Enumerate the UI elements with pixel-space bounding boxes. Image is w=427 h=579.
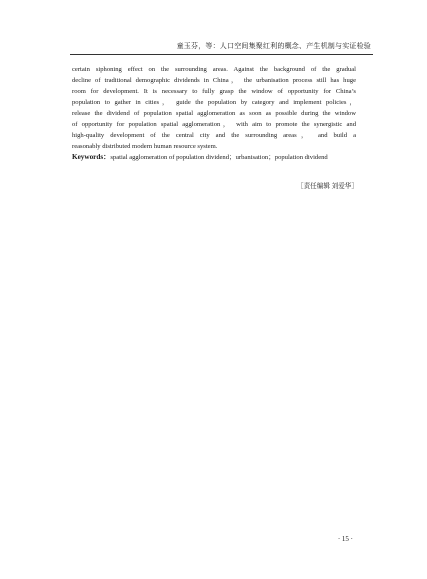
abstract-line: population to gather in cities， guide the population by category and implement policies，: [72, 99, 356, 106]
keywords-label: Keywords：: [72, 153, 111, 161]
abstract-line: decline of traditional demographic dividends in China， the urbanisation process still has huge: [72, 77, 356, 84]
header-divider: [70, 54, 373, 55]
abstract-line: high-quality development of the central city and the surrounding areas， and build a: [72, 132, 356, 139]
abstract-body: [72, 64, 356, 163]
keywords-text: spatial agglomeration of population dividend；urbanisation；population dividend: [110, 154, 328, 161]
abstract-line: room for development. It is necessary to fully grasp the window of opportunity for China’s: [72, 88, 356, 95]
running-header-title: 童玉芬，等：人口空间集聚红利的概念、产生机制与实证检验: [176, 42, 371, 50]
page-number: · 15 ·: [337, 535, 353, 543]
abstract-line: reasonably distributed modern human resource system.: [72, 143, 218, 150]
abstract-line: certain siphoning effect on the surrounding areas. Against the background of the gradual: [72, 66, 356, 73]
abstract-line: release the dividend of population spatial agglomeration as soon as possible during the window: [72, 110, 356, 117]
keywords-line: [72, 152, 356, 163]
editor-note: ［责任编辑 刘爱华］: [297, 183, 358, 190]
abstract-line: of opportunity for population spatial agglomeration， with aim to promote the synergistic and: [72, 121, 356, 128]
